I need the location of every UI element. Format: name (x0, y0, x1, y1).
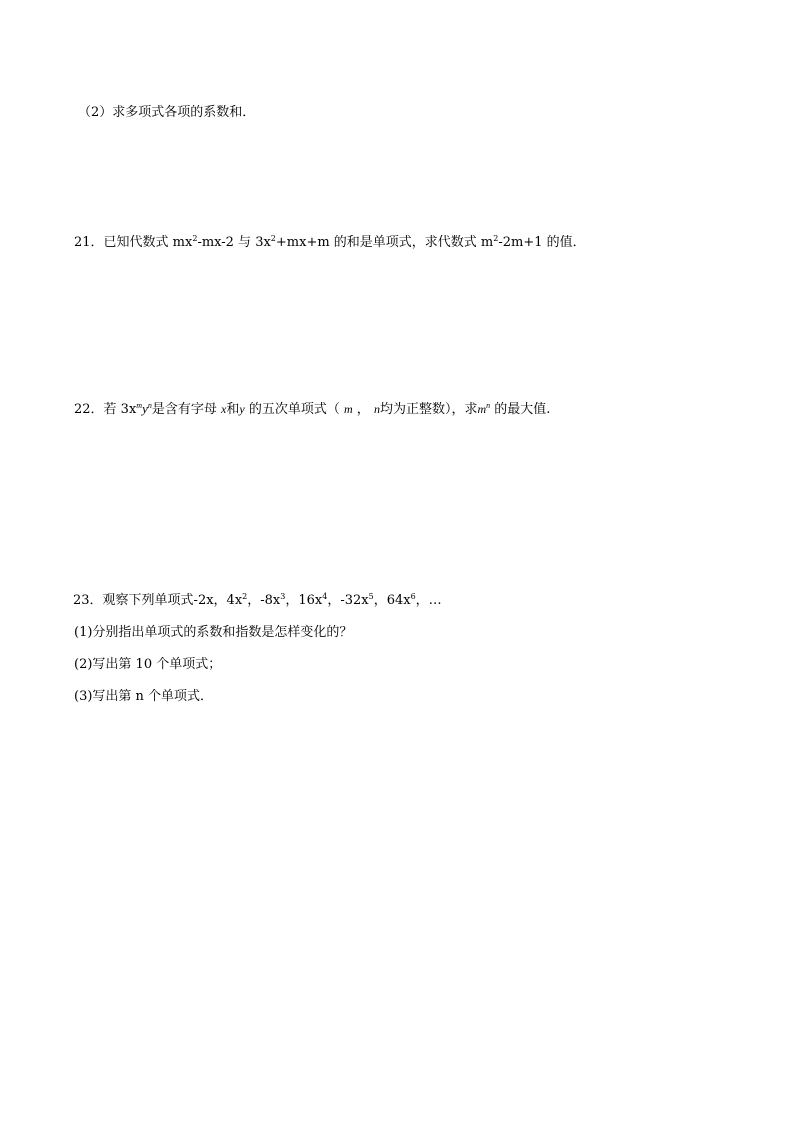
q22-variable: m (477, 402, 487, 416)
q23-exponent: 3 (280, 592, 286, 601)
q21-exponent: 2 (192, 234, 198, 243)
q22-number: 22． (74, 402, 104, 417)
q23-text: 观察下列单项式-2x，4x (102, 593, 243, 608)
question-23-part-1 (74, 624, 352, 642)
q23-text: ，-8x (247, 593, 281, 608)
q21-exponent: 2 (270, 234, 276, 243)
q23-exponent: 5 (368, 592, 374, 601)
q23-text: ，64x (373, 593, 411, 608)
q23-exponent: 6 (410, 592, 416, 601)
question-23-part-3 (74, 688, 213, 706)
question-20-part-2 (78, 104, 255, 122)
question-22 (74, 400, 550, 419)
q23-part-text: (1)分别指出单项式的系数和指数是怎样变化的？ (74, 625, 353, 640)
q23-exponent: 4 (322, 592, 328, 601)
q23-exponent: 2 (242, 592, 248, 601)
q22-text: ， (356, 402, 370, 417)
q22-variable: y (142, 401, 148, 416)
q22-exponent: m (136, 401, 143, 410)
q22-text: 和 (226, 402, 240, 417)
q22-text: 是含有字母 (151, 402, 217, 417)
q23-part-text: (3)写出第 n 个单项式． (74, 689, 214, 704)
q22-variable: m (343, 402, 353, 416)
q22-exponent: n (147, 401, 152, 410)
q23-part-text: (2)写出第 10 个单项式； (74, 657, 222, 672)
q22-text: 的最大值. (494, 402, 551, 417)
q20-part2-text: （2）求多项式各项的系数和． (78, 105, 256, 120)
q22-text: 的五次单项式（ (248, 402, 340, 417)
q21-text: 已知代数式 mx (103, 235, 193, 250)
q23-text: ，16x (285, 593, 323, 608)
q22-variable: n (373, 402, 380, 416)
q21-text: +mx+m 的和是单项式，求代数式 m (275, 235, 494, 250)
q22-variable: x (221, 402, 227, 416)
q21-text: -2m+1 的值． (498, 235, 586, 250)
q22-text: 若 3x (103, 402, 137, 417)
q23-number: 23． (73, 593, 103, 608)
q21-exponent: 2 (493, 234, 499, 243)
q22-text: 均为正整数），求 (379, 402, 478, 417)
q23-text: ，-32x (327, 593, 369, 608)
question-21 (74, 234, 586, 252)
q22-variable: y (239, 402, 245, 416)
q21-number: 21． (74, 235, 104, 250)
question-23 (73, 592, 442, 610)
q22-exponent: n (486, 401, 491, 410)
q23-text: ，… (415, 593, 442, 608)
question-23-part-2 (74, 656, 221, 674)
q21-text: -mx-2 与 3x (197, 235, 271, 250)
